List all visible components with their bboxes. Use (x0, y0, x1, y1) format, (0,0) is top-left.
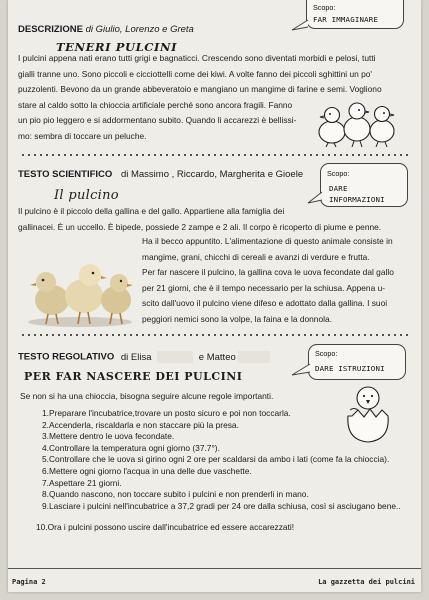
regolativo-author-2: e Matteo (198, 351, 236, 363)
descrizione-scopo-bubble (306, 0, 404, 29)
instruction-steps (36, 408, 401, 534)
regolativo-heading-label: TESTO REGOLATIVO (18, 351, 115, 363)
scientifico-title: Il pulcino (54, 188, 119, 203)
text-line: Il pulcino è il piccolo della gallina e del gallo. Appartiene alla famiglia dei (18, 206, 285, 216)
section-divider (20, 334, 412, 336)
page-number: Pagina 2 (12, 578, 46, 586)
regolativo-heading (18, 351, 270, 363)
step-item: 8.Quando nascono, non toccare subito i pulcini e non prenderli in mano. (42, 489, 309, 500)
text-line: gallinacei. È un uccello. È bipede, possiede 2 zampe e 2 ali. Il corpo è ricoperto di piume e penne. (18, 221, 382, 232)
redacted-name (238, 351, 270, 363)
scopo-value: FAR IMMAGINARE (313, 15, 379, 24)
journal-name: La gazzetta dei pulcini (318, 578, 415, 586)
step-item: 10.Ora i pulcini possono uscire dall'incubatrice ed essere accarezzati! (36, 522, 295, 533)
text-line: Ha il becco appuntito. L'alimentazione di questo animale consiste in (142, 236, 393, 246)
text-line: un pio pio leggero e si addormentano subito. Quando li accarezzi è bellissi- (18, 115, 297, 125)
regolativo-title: PER FAR NASCERE DEI PULCINI (24, 370, 243, 383)
text-line: Per far nascere il pulcino, la gallina cova le uova fecondate dal gallo (142, 267, 394, 277)
scientifico-body-right (142, 234, 420, 327)
scientifico-scopo-bubble (320, 163, 408, 207)
step-item: 7.Aspettare 21 giorni. (42, 477, 122, 488)
scopo-label: Scopo: (313, 3, 336, 12)
text-line: stare al caldo sotto la chioccia artificiale perché sono ancora fragili. Fanno (18, 99, 293, 110)
text-line: peggiori nemici sono la volpe, la faina e la donnola. (142, 313, 332, 324)
text-line: scito dall'uovo il pulcino viene difeso e adottato dalla gallina. I suoi (142, 298, 388, 308)
text-line: gialli tranne uno. Sono piccoli e cicciottelli come dei kiwi. A volte fanno dei piccoli sghittini un po' (18, 68, 373, 79)
text-line: puzzolenti. Bevono da un grande abbeveratoio e mangiano un mangime di farine e semi. Vogliono (18, 84, 382, 94)
newspaper-page (8, 0, 421, 592)
scientifico-heading-label: TESTO SCIENTIFICO (18, 169, 113, 180)
step-item: 5.Controllare che le uova si girino ogni 2 ore per scaldarsi da ambo i lati (come fa la chioccia). (42, 454, 390, 465)
step-item: 4.Controllare la temperatura ogni giorno (37.7°). (42, 442, 220, 453)
redacted-name (157, 351, 193, 363)
descrizione-heading-label: DESCRIZIONE (18, 24, 83, 35)
scopo-value: DARE ISTRUZIONI (315, 364, 385, 373)
bubble-tail (290, 362, 312, 378)
step-item: 9.Lasciare i pulcini nell'incubatrice a 37,2 gradi per 24 ore dalla schiusa, così si asciugano bene.. (42, 500, 401, 511)
text-line: I pulcini appena nati erano tutti grigi e bagnaticci. Crescendo sono diventati morbidi e pelosi, tutti (18, 53, 376, 63)
scopo-value: INFORMAZIONI (329, 195, 385, 204)
descrizione-authors: di Giulio, Lorenzo e Greta (82, 24, 194, 35)
chicks-photo (24, 258, 136, 330)
step-item: 3.Mettere dentro le uova fecondate. (42, 431, 175, 442)
text-line: mangime, grani, chicchi di cereali e avanzi di verdure e frutta. (142, 251, 370, 262)
step-item: 6.Mettere ogni giorno l'acqua in una delle due vaschette. (42, 465, 252, 476)
bubble-tail (290, 18, 310, 32)
footer-rule (8, 568, 421, 569)
three-chicks-illustration (316, 100, 398, 148)
scopo-label: Scopo: (327, 169, 350, 178)
descrizione-title: TENERI PULCINI (56, 40, 178, 54)
text-line: per 21 giorni, che è il tempo necessario per la schiusa. Appena u- (142, 282, 386, 293)
regolativo-intro: Se non si ha una chioccia, bisogna seguire alcune regole importanti. (20, 391, 274, 401)
regolativo-author-1: di Elisa (120, 351, 152, 363)
step-item: 1.Preparare l'incubatrice,trovare un posto sicuro e poi non toccarla. (42, 408, 291, 418)
scopo-value: DARE (329, 184, 348, 193)
text-line: mo: sembra di toccare un peluche. (18, 130, 147, 141)
scientifico-authors: di Massimo , Riccardo, Margherita e Gioele (120, 169, 304, 180)
regolativo-scopo-bubble (308, 344, 406, 380)
scientifico-heading (18, 169, 303, 180)
step-item: 2.Accenderla, riscaldarla e non staccare più la presa. (42, 419, 239, 430)
section-divider (20, 154, 412, 156)
descrizione-heading (18, 24, 194, 35)
scientifico-body (18, 204, 418, 235)
scopo-label: Scopo: (315, 349, 338, 358)
